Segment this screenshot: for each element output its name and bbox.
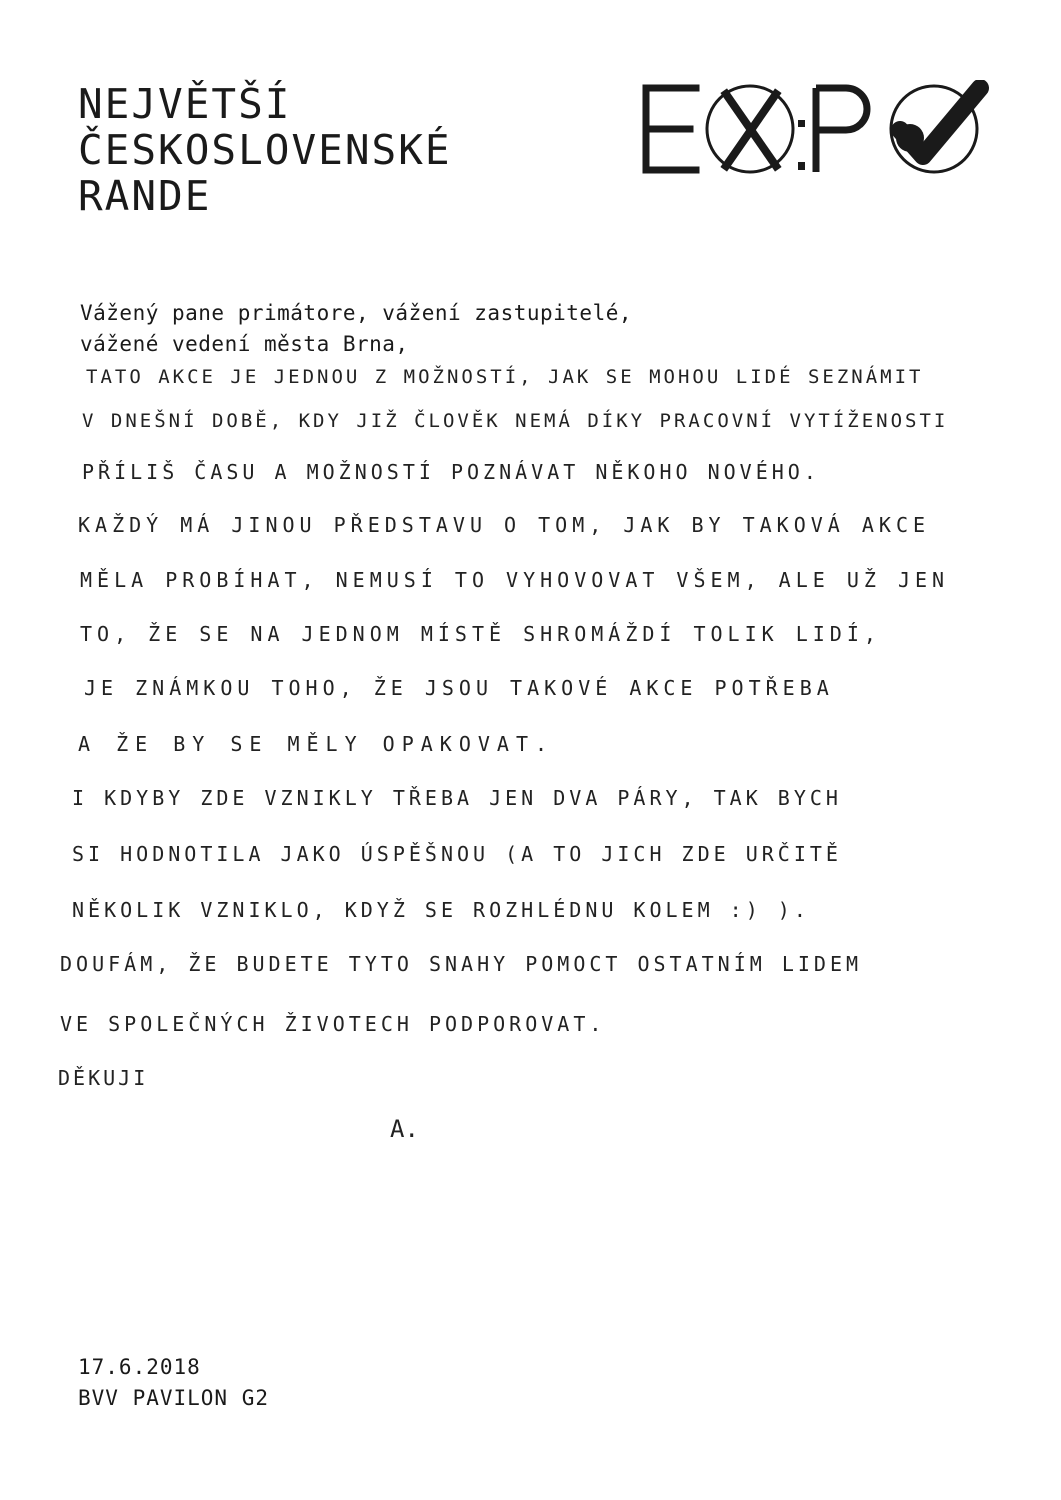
signature: A. bbox=[390, 1115, 419, 1143]
title-line-1: NEJVĚTŠÍ bbox=[78, 80, 292, 128]
handwritten-line: V DNEŠNÍ DOBĚ, KDY JIŽ ČLOVĚK NEMÁ DÍKY PRACOVNÍ VYTÍŽENOSTI bbox=[82, 410, 949, 432]
handwritten-line: PŘÍLIŠ ČASU A MOŽNOSTÍ POZNÁVAT NĚKOHO NOVÉHO. bbox=[82, 460, 820, 484]
handwritten-line: KAŽDÝ MÁ JINOU PŘEDSTAVU O TOM, JAK BY TAKOVÁ AKCE bbox=[78, 513, 931, 537]
handwritten-line: DOUFÁM, ŽE BUDETE TYTO SNAHY POMOCT OSTATNÍM LIDEM bbox=[60, 952, 863, 976]
handwritten-line: MĚLA PROBÍHAT, NEMUSÍ TO VYHOVOVAT VŠEM, ALE UŽ JEN bbox=[80, 568, 950, 592]
handwritten-line: VE SPOLEČNÝCH ŽIVOTECH PODPOROVAT. bbox=[60, 1012, 606, 1036]
expo-logo bbox=[638, 80, 990, 180]
handwritten-line: NĚKOLIK VZNIKLO, KDYŽ SE ROZHLÉDNU KOLEM :) ). bbox=[72, 898, 810, 922]
greeting-line-1: Vážený pane primátore, vážení zastupitelé, bbox=[80, 301, 633, 325]
handwritten-line: A ŽE BY SE MĚLY OPAKOVAT. bbox=[78, 732, 555, 756]
handwritten-line: TATO AKCE JE JEDNOU Z MOŽNOSTÍ, JAK SE MOHOU LIDÉ SEZNÁMIT bbox=[86, 366, 924, 388]
handwritten-line: JE ZNÁMKOU TOHO, ŽE JSOU TAKOVÉ AKCE POTŘEBA bbox=[84, 676, 834, 700]
letter-greeting bbox=[80, 298, 632, 360]
event-venue: BVV PAVILON G2 bbox=[78, 1386, 270, 1410]
handwritten-line: SI HODNOTILA JAKO ÚSPĚŠNOU (A TO JICH ZDE URČITĚ bbox=[72, 842, 842, 866]
event-title bbox=[78, 82, 452, 220]
handwritten-line: DĚKUJI bbox=[58, 1066, 149, 1090]
handwritten-line: I KDYBY ZDE VZNIKLY TŘEBA JEN DVA PÁRY, TAK BYCH bbox=[72, 786, 842, 810]
handwritten-line: TO, ŽE SE NA JEDNOM MÍSTĚ SHROMÁŽDÍ TOLIK LIDÍ, bbox=[80, 622, 881, 646]
title-line-2: ČESKOSLOVENSKÉ bbox=[78, 125, 452, 174]
event-details bbox=[78, 1352, 269, 1414]
greeting-line-2: vážené vedení města Brna, bbox=[80, 332, 409, 356]
title-line-3: RANDE bbox=[78, 171, 212, 220]
event-date: 17.6.2018 bbox=[78, 1355, 201, 1379]
